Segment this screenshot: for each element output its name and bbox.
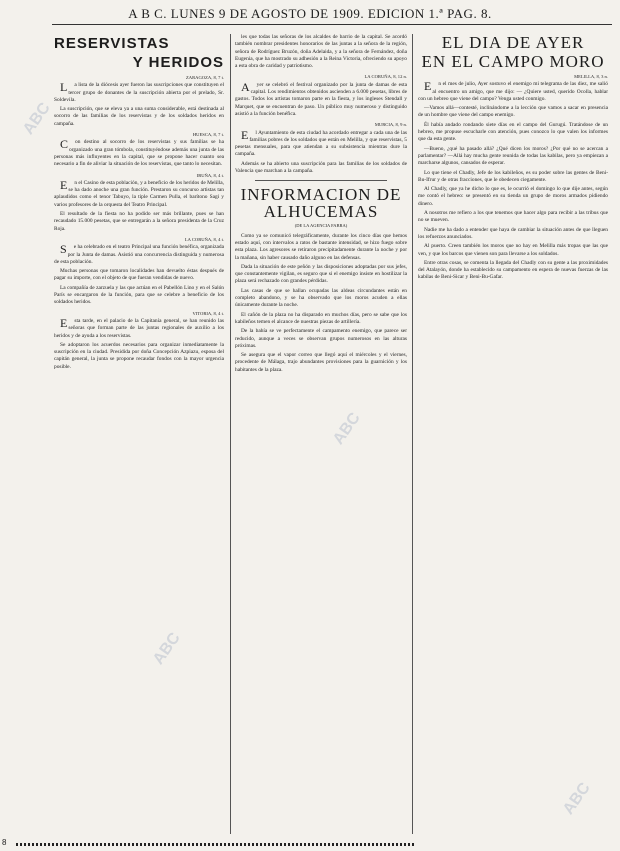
article-paragraph: La compañía de zarzuela y las que actúan en el Pabellón Lino y en el Salón París se encargaron de la función, para que se celebre a beneficio de los soldados heridos. [54,284,224,306]
article-paragraph: Con destino al socorro de los reservistas y sus familias se ha organizado una gran tómbola, constituyéndose además una junta de las personas más influyentes en la capital, que se propone hacer cuanto sea necesario a fin de aliviar la situación de los reservistas, que tanto lo necesitan. [54,137,224,168]
headline-campo-moro: EN EL CAMPO MORO [421,52,605,71]
dateline: LA CORUÑA, 8, 12 n. [364,74,407,80]
article-paragraph: Dada la situación de este peñón y las disposiciones adoptadas por sus jefes, que constantemente vigilan, es seguro que si el enemigo insiste en hostilizar la plaza será rechazado con grandes pérdidas. [235,263,407,285]
dateline: MELILLA, 8, 3 n. [574,74,608,79]
headline-heridos: Y HERIDOS [132,54,224,71]
article-paragraph: En el Casino de esta población, y a beneficio de los heridos de Melilla, se ha dado anoche una gran función. Prestaron su concurso artistas tan aplaudidos como el tenor Tabuyo, la tiple Carmen Pulla, el barítono Sagi y varios profesores de la orquesta del Teatro Principal. [54,177,224,208]
watermark: ABC [20,99,54,138]
masthead-rule [52,24,612,25]
masthead: A B C. LUNES 9 DE AGOSTO DE 1909. EDICION 1.ª PAG. 8. [128,6,492,21]
column-reservistas [54,34,224,834]
watermark: ABC [330,409,364,448]
column-campo-moro [418,34,608,834]
column-divider [230,34,231,834]
article-paragraph: —Vamos allá—contesté, inclinándome a la lección que vamos a sacar en presencia de un hombre que viene del campo enemigo. [418,105,608,119]
article-paragraph: Ayer se celebró el festival organizado por la junta de damas de esta capital. Los rendimientos obtenidos ascienden a 6.000 pesetas, libres de gastos. Todos los artistas tomaron parte en la fiesta, y los ingleses Stendall y Marquet, que se encuentran de paso. Un público muy numeroso y distinguido asistió a la función benéfica. [235,79,407,117]
article-paragraph: Se adoptaron los acuerdos necesarios para organizar inmediatamente la suscripción en la ciudad. Presidida por doña Concepción Azpiazu, esposa del capitán general, la junta se propone recaudar fondos con la mayor urgencia posible. [54,341,224,370]
column-middle [235,34,407,834]
article-paragraph: Se asegura que el vapor correo que llegó aquí el miércoles y el viernes, procedente de Málaga, trajo abundantes provisiones para la guarnición y los habitantes de la plaza. [235,352,407,373]
article-paragraph: Esta tarde, en el palacio de la Capitanía general, se han reunido las señoras que forman parte de las juntas regionales de auxilio a los heridos y de ayuda a los reservistas. [54,315,224,339]
article-paragraph: Las casas de que se hallan ocupadas las aldeas circundantes están en completo abandono, y se ha observado que los moros acuden a ellas únicamente durante la noche. [235,287,407,309]
article-paragraph: Como ya se comunicó telegráficamente, durante los cinco días que hemos estado aquí, con intervalos a ratos de bastante intensidad, se hizo fuego sobre esta plaza. Los agresores se retiraron precipitadamente durante la noche y por la mañana, sin haber causado daño alguno en las defensas. [235,232,407,261]
article-paragraph: El Ayuntamiento de esta ciudad ha acordado entregar a cada una de las familias pobres de los soldados que están en Melilla, y que reservistas, 5 pesetas mensuales, para que atiendan a su subsistencia mientras dure la campaña. [235,127,407,158]
article-paragraph: En el mes de julio, Ayer sostuvo el enemigo mi telegrama de las diez, me salió al encuentro un amigo, que me dijo: — ¿Quiere usted, querido Ocolla, hablar con un hebreo que viene del campo? Venga usted conmigo. [418,79,608,102]
dateline: MURCIA, 8, 9 n. [374,122,407,128]
page-number: 8 [2,838,7,847]
headline-reservistas: RESERVISTAS [54,35,170,52]
headline-alhucemas-subtitle: (DE LA AGENCIA FABRA) [294,223,348,229]
article-paragraph: Se ha celebrado en el teatro Principal una función benéfica, organizada por la Junta de damas. Asistió una concurrencia distinguida y numerosa de esta población. [54,242,224,265]
headline-dia-de-ayer: EL DIA DE AYER [441,34,585,52]
dateline: HUESCA, 8, 7 t. [192,132,224,138]
dateline: LA CORUÑA, 8, 4 t. [184,236,224,242]
article-paragraph: Muchas personas que tomaron localidades han devuelto éstas después de pagar su importe, con el objeto de que fueran vendidas de nuevo. [54,268,224,282]
watermark: ABC [560,779,594,818]
article-paragraph: La lista de la diócesis ayer fueron las suscripciones que constituyen el tercer grupo de donantes de la suscripción abierta por el prelado, Sr. Soldevila. [54,80,224,103]
article-paragraph: La suscripción, que se eleva ya a una suma considerable, está destinada al socorro de las familias de los reservistas y de los soldados heridos en campaña. [54,106,224,127]
page-footer [0,836,620,851]
dateline: IRUÑA, 8, 4 t. [196,172,224,178]
column-divider [412,34,413,834]
section-rule [255,180,387,181]
article-paragraph: Entre otras cosas, se comenta la llegada del Chadly con su gente a las proximidades del Atalayón, donde ha establecido su campamento en espera de nuevas fuerzas de las kabilas de Beni-Sicar y Beni-Bu-Gafar. [418,259,608,281]
article-paragraph: Él había andado rondando siete días en el campo del Gurugú. Tratándose de un hebreo, me propuse escucharle con atención, pues conozco lo que valen los informes que da esta gente. [418,121,608,143]
watermark: ABC [150,629,184,668]
dateline: ZARAGOZA, 8, 7 t. [185,75,224,80]
dateline: VITORIA, 8, 4 t. [192,310,224,316]
article-paragraph: El cañón de la plaza no ha disparado en muchos días, pero se sabe que los kabileños temen el alcance de nuestras piezas de artillería. [235,311,407,325]
article-paragraph: Además se ha abierto una suscripción para las familias de los soldados de Valencia que marchan a la campaña. [235,160,407,175]
footer-rule [16,843,416,846]
article-paragraph: Al puerto. Creen también los moros que no hay en Melilla más tropas que las que ven, y que los barcos que vienen son para llevarse a los soldados. [418,243,608,257]
article-paragraph: —Bueno, ¿qué ha pasado allá? ¿Qué dicen los moros? ¿Por qué no se acercan a parlamentar? —Allá hay mucha gente reunida de todas las kabilas, pero ya empiezan a marcharse algunos, cansados de esperar. [418,145,608,167]
article-paragraph: les que todas las señoras de los alcaldes de barrio de la capital. Se acordó también nombrar presidentes honorarios de las juntas a la señora de la región, señora de Rodríguez Bruzón, doña Adelaida, y a la señora de Fernández, doña Eugenia, que ha mostrado su adhesión a la Reina Victoria, ofreciendo su apoyo a esta obra de caridad y patriotismo. [235,34,407,70]
article-paragraph: De la bahía se ve perfectamente el campamento enemigo, que parece ser reducido, aunque a veces se observan grupos numerosos en las alturas próximas. [235,328,407,349]
article-paragraph: A nosotros me refiero a los que tenemos que hacer algo para recibir a las tribus que no se mueven. [418,210,608,224]
headline-alhucemas: INFORMACION DE ALHUCEMAS [240,185,402,222]
article-paragraph: Nadie me ha dado a entender que haya de cambiar la situación antes de que lleguen los refuerzos anunciados. [418,226,608,240]
article-paragraph: El resultado de la fiesta no ha podido ser más brillante, pues se han recaudado 15.000 pesetas, que se entregarán a la señora presidenta de la Cruz Roja. [54,211,224,232]
article-paragraph: Al Chadly, que ya he dicho lo que es, le ocurrió el domingo lo que dije antes, según me contó el hebreo: se presentó en su tienda un grupo de moros armados pidiendo dinero. [418,186,608,207]
article-paragraph: Lo que tiene el Chadly, Jefe de los kabileños, es su poder sobre las gentes de Beni-Bu-Ifrur y de otras fracciones, que le obedecen ciegamente. [418,169,608,183]
